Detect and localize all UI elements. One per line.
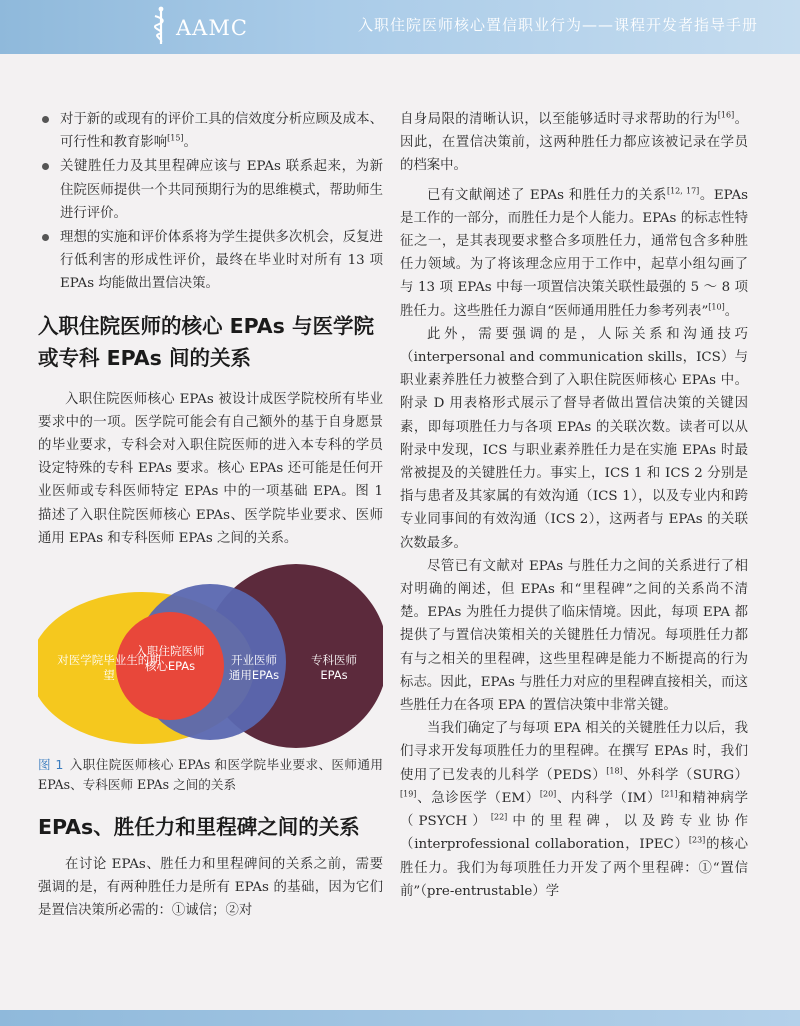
page-footer-band [0, 1010, 800, 1026]
venn-label-specialty: 专科医师EPAs [311, 653, 357, 683]
right-column [400, 108, 748, 903]
paragraph: 尽管已有文献对 EPAs 与胜任力之间的关系进行了相对明确的阐述，但 EPAs 和“里程碑”之间的关系尚不清楚。EPAs 为胜任力提供了临床情境。因此，每项 EPA 都提供了与置信决策相关的关键胜任力情况。每项胜任力都有与之相关的里程碑，这些里程碑是能力不断提高的行为标志。因此，EPAs 与胜任力对应的里程碑直接相关，而这些胜任力在各项 EPA 的置信决策中非常关键。 [400, 558, 748, 714]
paragraph: 已有文献阐述了 EPAs 和胜任力的关系[12, 17]。EPAs 是工作的一部分，而胜任力是个人能力。EPAs 的标志性特征之一，是其表现要求整合多项胜任力，通常包含多种胜任力领域。为了将该理念应用于工作中，起草小组勾画了与 13 项 EPAs 中每一项置信决策关联性最强的 5 ～ 8 项胜任力。这些胜任力源自“医师通用胜任力参考列表”[10]。 [400, 186, 749, 319]
venn-label-school: 对医学院毕业生的期望 [57, 653, 161, 683]
caduceus-icon [150, 6, 172, 46]
running-head: 入职住院医师核心置信职业行为——课程开发者指导手册 [357, 16, 758, 34]
left-column [38, 108, 383, 923]
paragraph: 自身局限的清晰认识，以至能够适时寻求帮助的行为[16]。因此，在置信决策前，这两种胜任力都应该被记录在学员的档案中。 [400, 110, 749, 174]
bullet-item: 对于新的或现有的评价工具的信效度分析应顾及成本、可行性和教育影响[15]。 [38, 108, 383, 154]
figure-caption: 图 1 入职住院医师核心 EPAs 和医学院毕业要求、医师通用 EPAs、专科医师 EPAs 之间的关系 [38, 757, 383, 793]
bullet-item: 关键胜任力及其里程碑应该与 EPAs 联系起来，为新住院医师提供一个共同预期行为的思维模式，帮助师生进行评价。 [38, 155, 383, 225]
paragraph: 当我们确定了与每项 EPA 相关的关键胜任力以后，我们寻求开发每项胜任力的里程碑。在撰写 EPAs 时，我们使用了已发表的儿科学（PEDS）[18]、外科学（SURG）[19]、急诊医学（EM）[20]、内科学（IM）[21]和精神病学（PSYCH）[22]中的里程碑，以及跨专业协作（interprofessional collaboration，IPEC）[23]的核心胜任力。我们为每项胜任力开发了两个里程碑：①“置信前”（pre-entrustable）学 [400, 721, 749, 899]
paragraph: 此外，需要强调的是，人际关系和沟通技巧（interpersonal and communication skills，ICS）与职业素养胜任力被整合到了入职住院医师核心 EPAs 中。附录 D 用表格形式展示了督导者做出置信决策的关键因素，即每项胜任力与各项 EPAs 的关联次数。读者可以从附录中发现，ICS 与职业素养胜任力是在实施 EPAs 时最常被提及的关键胜任力。事实上，ICS 1 和 ICS 2 分别是指与患者及其家属的有效沟通（ICS 1），以及专业内和跨专业同事间的有效沟通（ICS 2），这两者与 EPAs 的关联次数最多。 [400, 326, 748, 551]
logo-text: AAMC [176, 16, 248, 40]
venn-diagram-figure [38, 564, 383, 749]
page-header [0, 0, 800, 54]
venn-label-core: 入职住院医师核心EPAs [135, 644, 205, 674]
bullet-item: 理想的实施和评价体系将为学生提供多次机会，反复进行低利害的形成性评价，最终在毕业时对所有 13 项 EPAs 均能做出置信决策。 [38, 226, 383, 296]
section-title-competency: EPAs、胜任力和里程碑之间的关系 [38, 815, 360, 840]
paragraph: 入职住院医师核心 EPAs 被设计成医学院校所有毕业要求中的一项。医学院可能会有自己额外的基于自身愿景的毕业要求，专科会对入职住院医师的进入本专科的学员设定特殊的专科 EPAs 要求。核心 EPAs 还可能是任何开业医师或专科医师特定 EPAs 中的一项基础 EPA。图 1 描述了入职住院医师核心 EPAs、医学院毕业要求、医师通用 EPAs 和专科医师 EPAs 之间的关系。 [38, 391, 383, 546]
section-title-epas-relation: 入职住院医师的核心 EPAs 与医学院或专科 EPAs 间的关系 [38, 313, 374, 370]
venn-label-general: 开业医师通用EPAs [228, 653, 280, 683]
paragraph: 在讨论 EPAs、胜任力和里程碑间的关系之前，需要强调的是，有两种胜任力是所有 EPAs 的基础，因为它们是置信决策所必需的：①诚信；②对 [38, 857, 383, 919]
